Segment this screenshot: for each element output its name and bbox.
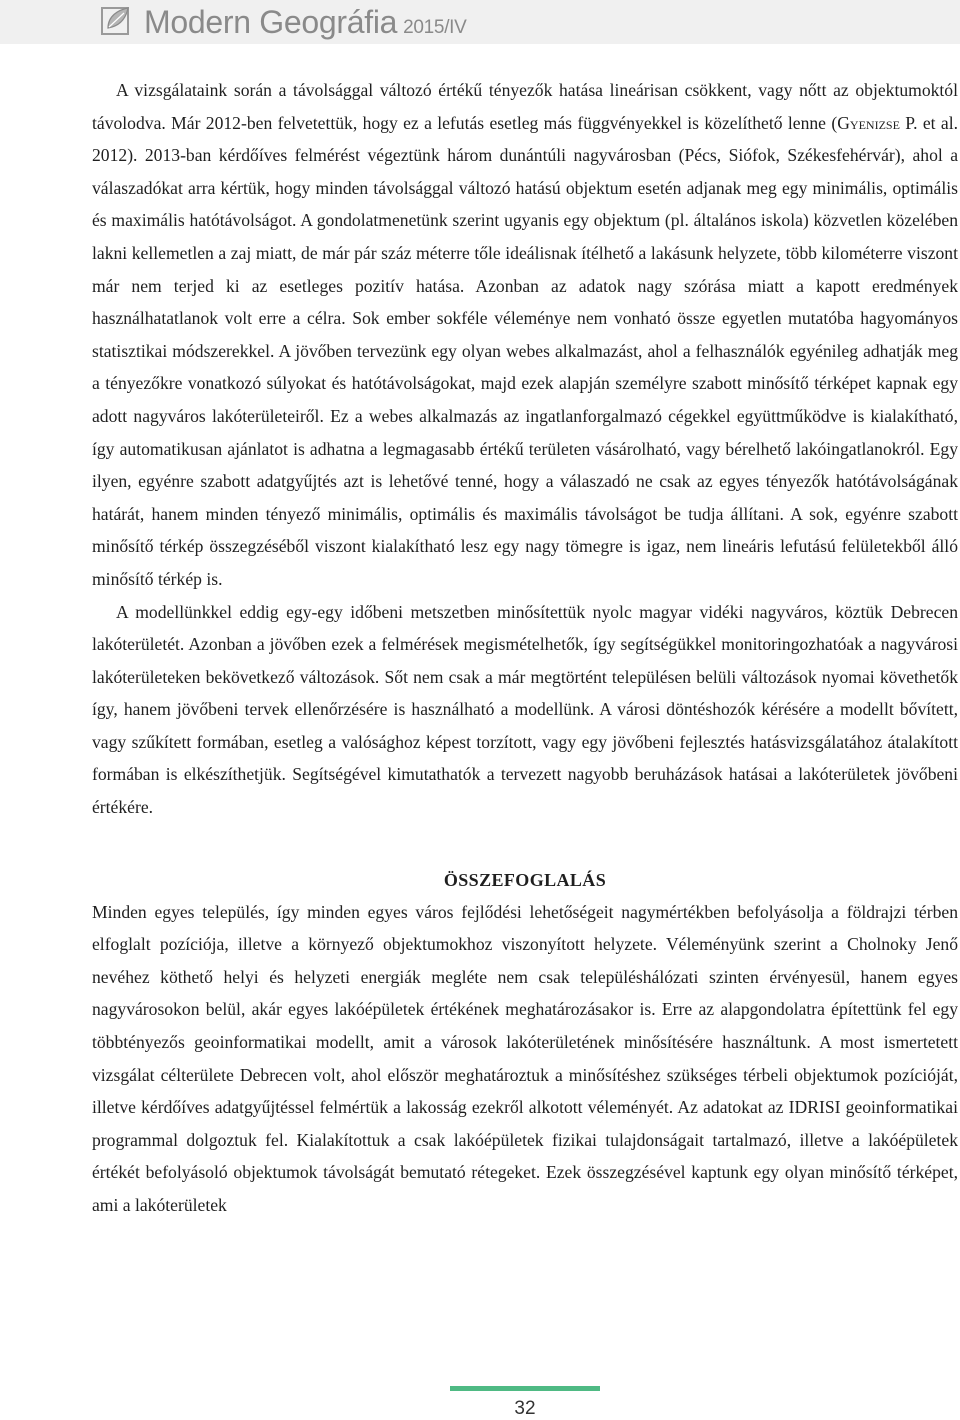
journal-header [0, 0, 960, 44]
paragraph-1-part-a: A vizsgálataink során a távolsággal változó értékű tényezők hatása lineárisan csökkent, vagy nőtt az objektumoktól távolodva. Már 2012-ben felvetettük, hogy ez a lefutás esetleg más függvényekkel is közelíthető lenne ( [92, 80, 958, 133]
footer-accent-bar [450, 1386, 600, 1391]
paragraph-1-part-b: P. et al. 2012). 2013-ban kérdőíves felmérést végeztünk három dunántúli nagyvárosban (Pécs, Siófok, Székesfehérvár), ahol a válaszadókat arra kértük, hogy minden távolsággal változó hatású objektum esetén adjanak meg egy minimális, optimális és maximális hatótávolságot. A gondolatmenetünk szerint ugyanis egy objektum (pl. általános iskola) közvetlen közelében lakni kellemetlen a zaj miatt, de már pár száz méterre tőle ideálisnak ítélhető a lakásunk helyzete, több kilométerre viszont már nem terjed ki az esetleges pozitív hatása. Azonban az adatok nagy szórása miatt a kapott eredmények használhatatlanok volt erre a célra. Sok ember sokféle véleménye nem vonható össze egyetlen mutatóba hagyományos statisztikai módszerekkel. A jövőben tervezünk egy olyan webes alkalmazást, ahol a felhasználók egyénileg adhatják meg a tényezőkre vonatkozó súlyokat és hatótávolságokat, majd ezek alapján személyre szabott minősítő térképet kapnak egy adott nagyváros lakóterületeiről. Ez a webes alkalmazás az ingatlanforgalmazó cégekkel együttműködve is kialakítható, így automatikusan ajánlatot is adhatna a legmagasabb értékű területen vásárolható, vagy bérelhető lakóingatlanokról. Egy ilyen, egyénre szabott adatgyűjtés azt is lehetővé tenné, hogy a válaszadó ne csak az egyes tényezők hatótávolságának határát, hanem minden tényező minimális, optimális és maximális távolságot be tudja állítani. A sok, egyénre szabott minősítő térkép összegzéséből viszont kialakítható lesz egy nagy tömegre is igaz, nem lineáris lefutású felületekből álló minősítő térkép is. [92, 112, 958, 589]
leaf-in-square-icon [100, 4, 132, 36]
cited-author: Gyenizse [837, 112, 900, 133]
body-paragraph-2: A modellünkkel eddig egy-egy időbeni metszetben minősítettük nyolc magyar vidéki nagyváros, köztük Debrecen lakóterületét. Azonban a jövőben ezek a felmérések megismételhetők, így segítségükkel monitoringozhatóak a nagyvárosi lakóterületeken bekövetkező változások. Sőt nem csak a már megtörtént településen belüli változások nyomai követhetők így, hanem jövőbeni tervek ellenőrzésére is használható a modellünk. A városi döntéshozók kérésére a modellt bővített, vagy szűkített formában, esetleg a valósághoz képest torzított, vagy egy jövőbeni fejlesztés hatásvizsgálatához átalakított formában is elkészíthetjük. Segítségével kimutathatók a tervezett nagyobb beruházások hatásai a lakóterületek jövőbeni értékére. [92, 601, 958, 818]
section-heading: ÖSSZEFOGLALÁS [443, 869, 607, 890]
journal-issue: 2015/IV [403, 17, 467, 38]
article-body [92, 74, 958, 1222]
summary-paragraph: Minden egyes település, így minden egyes város fejlődési lehetőségeit nagymértékben befolyásolja a földrajzi térben elfoglalt pozíciója, illetve a környező objektumokhoz viszonyított helyzete. Véleményünk szerint a Cholnoky Jenő nevéhez köthető helyi és helyzeti energiák megléte nem csak településhálózati szinten érvényesül, hanem egyes nagyvárosokon belül, akár egyes lakóépületek értékének meghatározásakor is. Erre az alapgondolatra építettünk fel egy többtényezős geoinformatikai modellt, amit a városok lakóterületének minősítésére használtunk. A most ismertetett vizsgálat célterülete Debrecen volt, ahol először meghatároztuk a minősítéshez szükséges térbeli objektumok pozícióját, illetve kérdőíves adatgyűjtéssel felmértük a lakosság ezekről alkotott véleményét. Az adatokat az IDRISI geoinformatikai programmal dolgoztuk fel. Kialakítottuk a csak lakóépületek fizikai tulajdonságait tartalmazó, illetve a lakóépületek értékét befolyásoló objektumok távolságát bemutató rétegeket. Ezek összegzésével kaptunk egy olyan minősítő térképet, ami a lakóterületek [92, 901, 958, 1215]
journal-title-text: Modern Geográfia [144, 4, 398, 40]
body-paragraph-1 [92, 74, 958, 596]
page-number: 32 [514, 1398, 536, 1419]
journal-title [144, 2, 467, 42]
